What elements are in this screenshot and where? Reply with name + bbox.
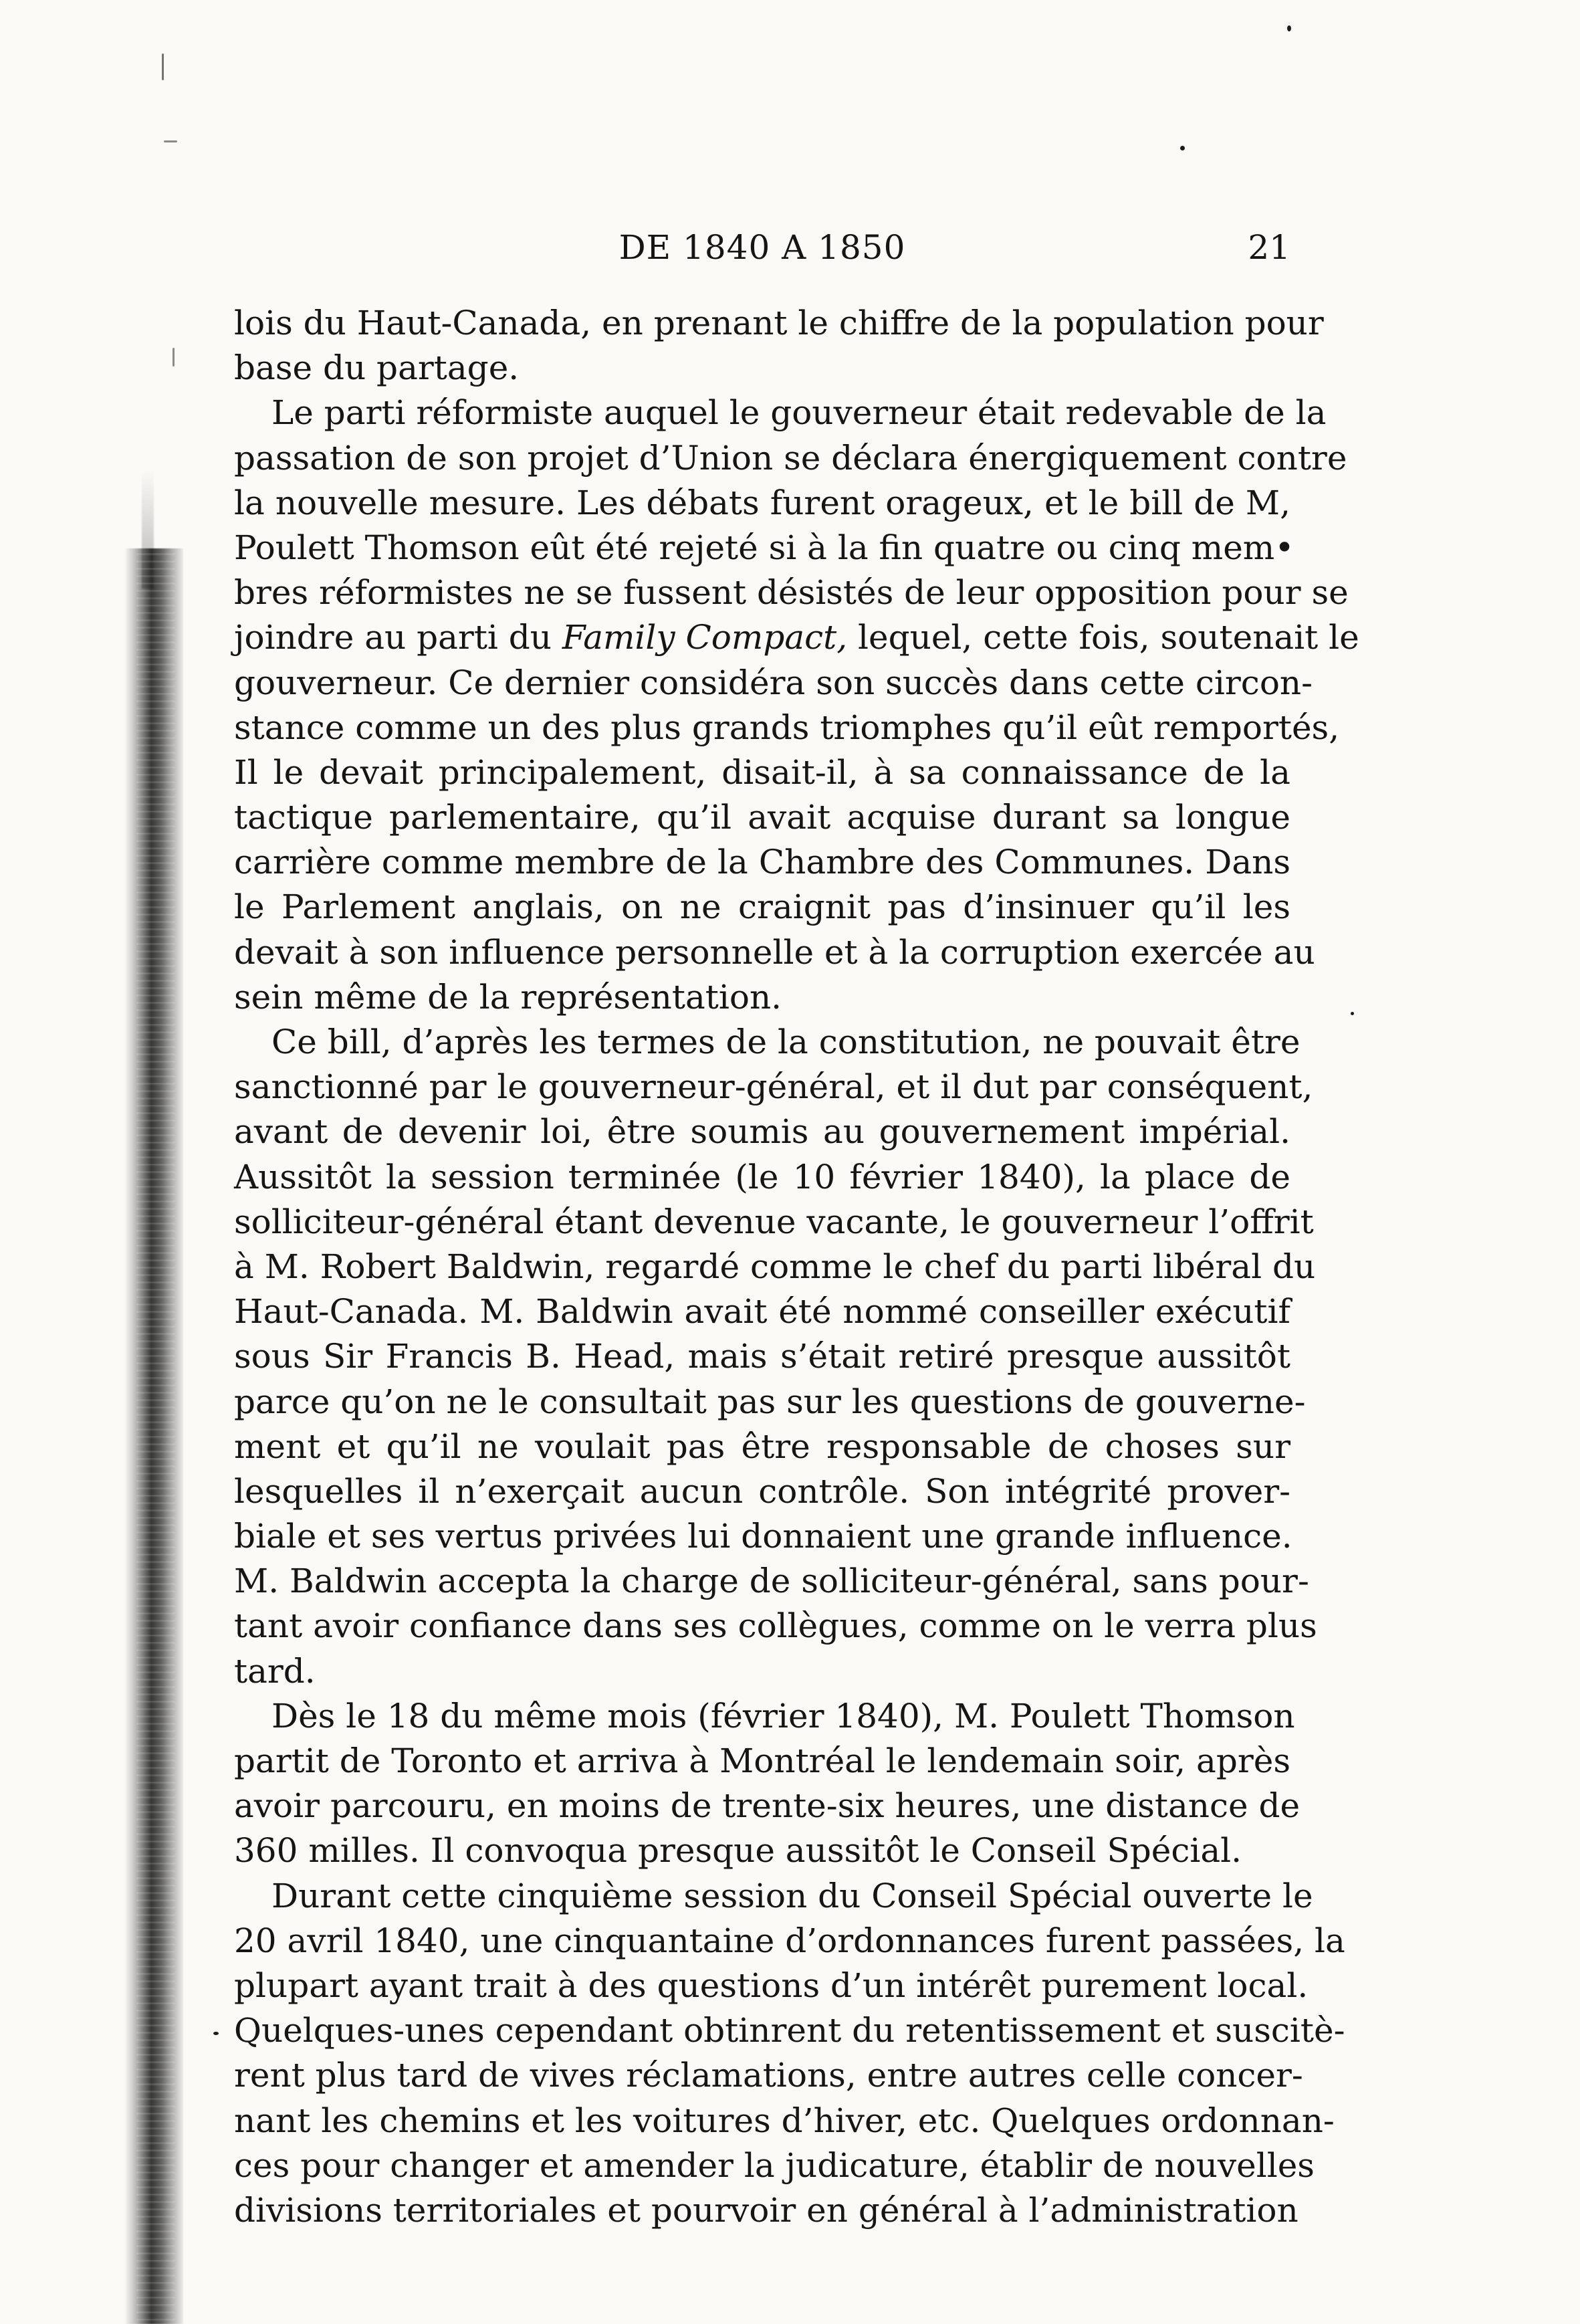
text-line: base du partage. — [234, 348, 520, 388]
text-line: Aussitôt la session terminée (le 10 février 1840), la place de — [234, 1157, 1290, 1196]
text-line: le Parlement anglais, on ne craignit pas d’insinuer qu’il les — [234, 887, 1290, 927]
text-line: 360 milles. Il convoqua presque aussitôt le Conseil Spécial. — [234, 1831, 1242, 1871]
text-line-with-italic — [234, 615, 1359, 660]
text-line: nant les chemins et les voitures d’hiver, etc. Quelques ordonnan- — [234, 2101, 1335, 2140]
ink-speck — [164, 140, 177, 142]
text-line: Il le devait principalement, disait-il, à sa connaissance de la — [234, 752, 1290, 792]
text-line: Poulett Thomson eût été rejeté si à la fin quatre ou cinq mem• — [234, 528, 1294, 567]
text-line: avant de devenir loi, être soumis au gouvernement impérial. — [234, 1112, 1290, 1152]
text-line: tactique parlementaire, qu’il avait acquise durant sa longue — [234, 798, 1290, 837]
ink-speck — [162, 54, 164, 80]
ink-speck — [1351, 1012, 1354, 1015]
text-line: passation de son projet d’Union se déclara énergiquement contre — [234, 438, 1347, 478]
text-line: la nouvelle mesure. Les débats furent orageux, et le bill de M, — [234, 483, 1290, 522]
text-line: carrière comme membre de la Chambre des Communes. Dans — [234, 843, 1290, 882]
page-number: 21 — [1248, 228, 1290, 267]
text-line: M. Baldwin accepta la charge de solliciteur-général, sans pour- — [234, 1562, 1309, 1601]
text-line: biale et ses vertus privées lui donnaient une grande influence. — [234, 1517, 1292, 1556]
text-line: rent plus tard de vives réclamations, entre autres celle concer- — [234, 2056, 1303, 2095]
paragraph-first-line: Durant cette cinquième session du Conseil Spécial ouverte le — [271, 1876, 1313, 1915]
text-segment: lequel, cette fois, soutenait le — [858, 618, 1359, 657]
text-line: devait à son influence personnelle et à la corruption exercée au — [234, 932, 1315, 972]
ink-speck — [1287, 25, 1291, 31]
text-line: partit de Toronto et arriva à Montréal le lendemain soir, après — [234, 1741, 1290, 1780]
running-header — [234, 224, 1290, 271]
text-line: sanctionné par le gouverneur-général, et il dut par conséquent, — [234, 1067, 1313, 1107]
ink-speck — [1180, 146, 1185, 150]
text-line: 20 avril 1840, une cinquantaine d’ordonnances furent passées, la — [234, 1921, 1345, 1960]
text-line: gouverneur. Ce dernier considéra son succès dans cette circon- — [234, 663, 1313, 702]
text-line: lesquelles il n’exerçait aucun contrôle. Son intégrité prover- — [234, 1471, 1290, 1511]
text-line: parce qu’on ne le consultait pas sur les questions de gouverne- — [234, 1382, 1306, 1421]
text-line: à M. Robert Baldwin, regardé comme le chef du parti libéral du — [234, 1247, 1316, 1286]
text-line: tant avoir confiance dans ses collègues, comme on le verra plus — [234, 1606, 1317, 1646]
italic-title: Family Compact, — [562, 618, 848, 657]
paragraph-first-line: Dès le 18 du même mois (février 1840), M. Poulett Thomson — [271, 1696, 1295, 1735]
text-line: tard. — [234, 1651, 316, 1691]
text-line: ces pour changer et amender la judicature, établir de nouvelles — [234, 2145, 1315, 2185]
text-line: ment et qu’il ne voulait pas être responsable de choses sur — [234, 1427, 1290, 1466]
body-text — [234, 301, 1359, 2233]
ink-speck — [213, 2032, 219, 2035]
paragraph-first-line: Ce bill, d’après les termes de la constitution, ne pouvait être — [271, 1023, 1301, 1061]
text-line: sous Sir Francis B. Head, mais s’était retiré presque aussitôt — [234, 1337, 1290, 1376]
text-line: lois du Haut-Canada, en prenant le chiffre de la population pour — [234, 304, 1324, 342]
text-line: Haut-Canada. M. Baldwin avait été nommé conseiller exécutif — [234, 1292, 1290, 1332]
ink-speck — [173, 348, 175, 366]
gutter-texture — [136, 548, 175, 2324]
text-segment: joindre au parti du — [234, 618, 552, 657]
text-line: sein même de la représentation. — [234, 977, 782, 1017]
text-line: plupart ayant trait à des questions d’un intérêt purement local. — [234, 1966, 1309, 2005]
text-line: avoir parcouru, en moins de trente-six heures, une distance de — [234, 1786, 1301, 1826]
text-line: Quelques-unes cependant obtinrent du retentissement et suscitè- — [234, 2011, 1345, 2050]
paragraph-first-line: Le parti réformiste auquel le gouverneur était redevable de la — [271, 393, 1327, 433]
text-line: stance comme un des plus grands triomphes qu’il eût remportés, — [234, 708, 1340, 747]
text-line: divisions territoriales et pourvoir en général à l’administration — [234, 2190, 1299, 2230]
text-line: solliciteur-général étant devenue vacante, le gouverneur l’offrit — [234, 1202, 1314, 1241]
running-title: DE 1840 A 1850 — [618, 228, 906, 267]
text-line: bres réformistes ne se fussent désistés de leur opposition pour se — [234, 573, 1349, 613]
